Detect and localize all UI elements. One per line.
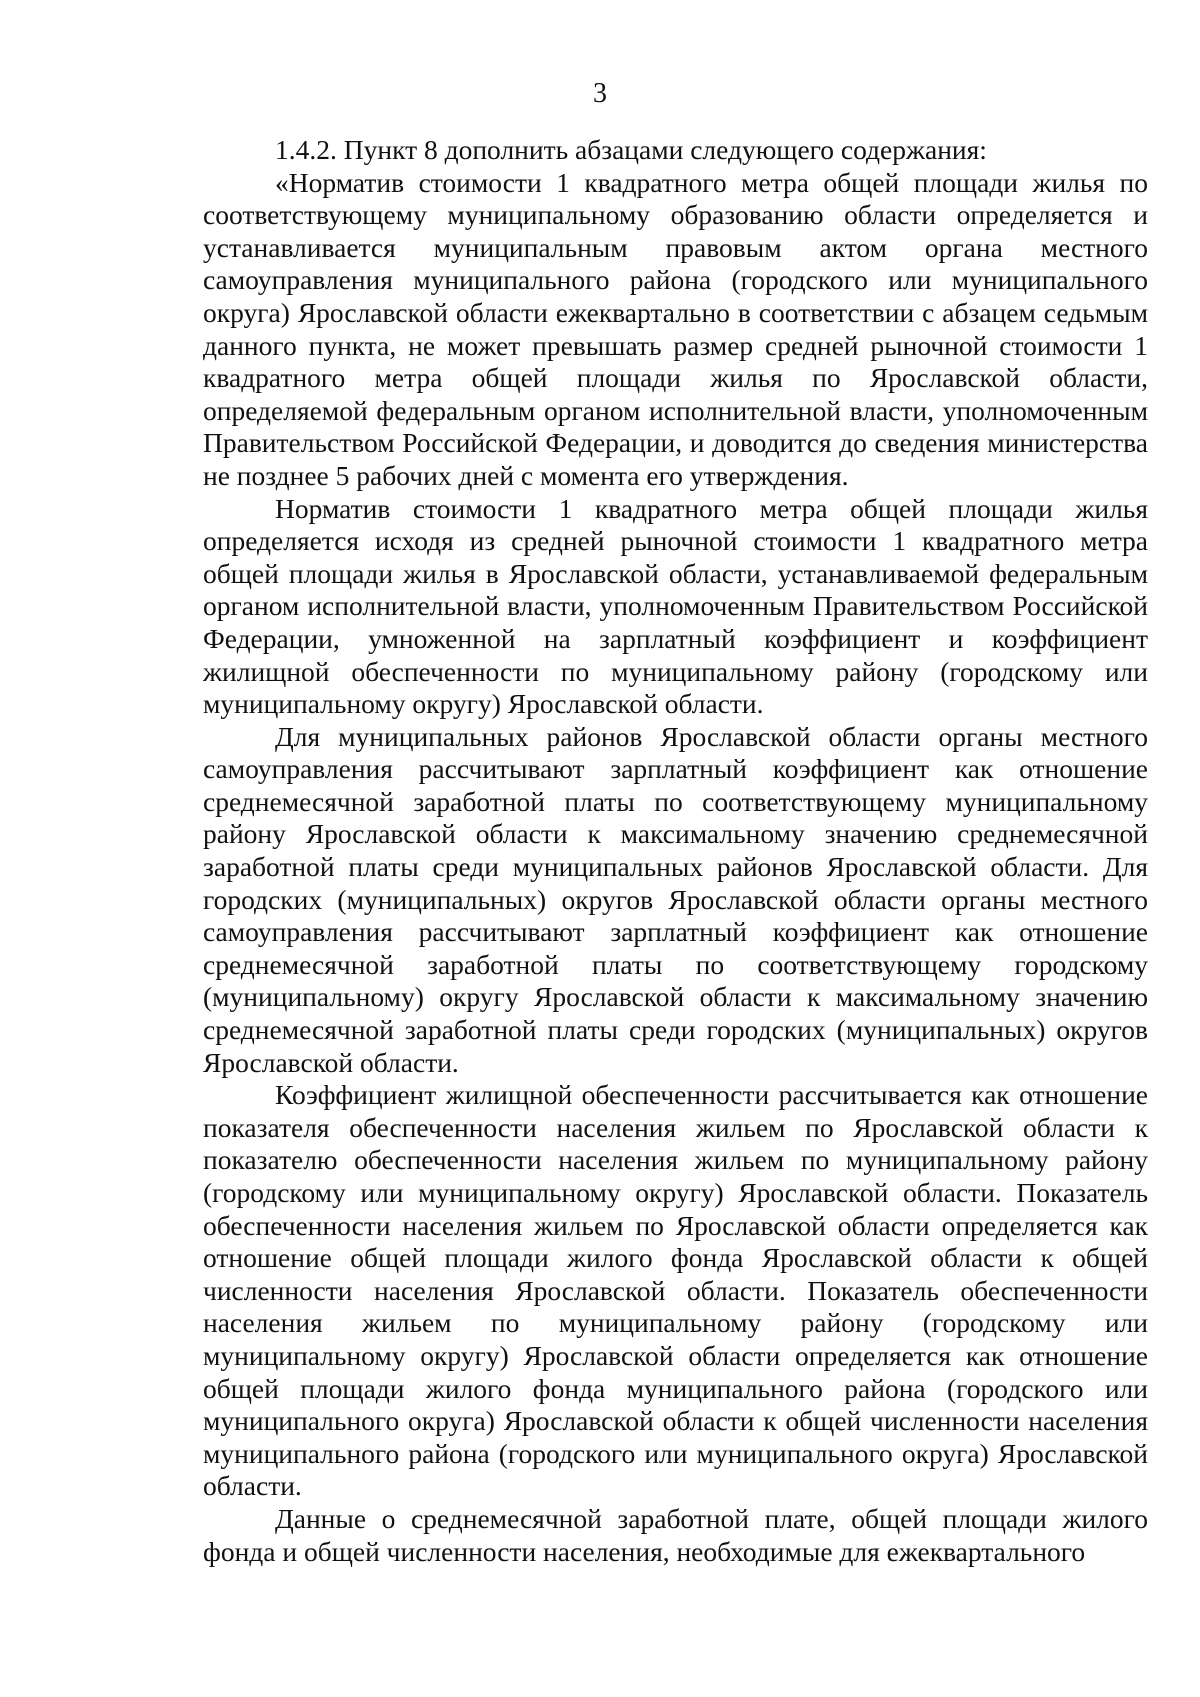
paragraph-clause-1-4-2: 1.4.2. Пункт 8 дополнить абзацами следующего содержания: [275, 134, 987, 165]
paragraph-data-sources: Данные о среднемесячной заработной плате, общей площади жилого фонда и общей численности населения, необходимые для ежеквартального [203, 1502, 1148, 1567]
document-body [203, 134, 1148, 1568]
paragraph-salary-coefficient: Для муниципальных районов Ярославской области органы местного самоуправления рассчитывают зарплатный коэффициент как отношение среднемесячной заработной платы по соответствующему муниципальному району Ярославской области к максимальному значению среднемесячной заработной платы среди муниципальных районов Ярославской области. Для городских (муниципальных) округов Ярославской области органы местного самоуправления рассчитывают зарплатный коэффициент как отношение среднемесячной заработной платы по соответствующему городскому (муниципальному) округу Ярославской области к максимальному значению среднемесячной заработной платы среди городских (муниципальных) округов Ярославской области. [203, 720, 1148, 1078]
paragraph-norm-calculation: Норматив стоимости 1 квадратного метра общей площади жилья определяется исходя из средней рыночной стоимости 1 квадратного метра общей площади жилья в Ярославской области, устанавливаемой федеральным органом исполнительной власти, уполномоченным Правительством Российской Федерации, умноженной на зарплатный коэффициент и коэффициент жилищной обеспеченности по муниципальному району (городскому или муниципальному округу) Ярославской области. [203, 492, 1148, 720]
paragraph-housing-coefficient: Коэффициент жилищной обеспеченности рассчитывается как отношение показателя обеспеченности населения жильем по Ярославской области к показателю обеспеченности населения жильем по муниципальному району (городскому или муниципальному округу) Ярославской области. Показатель обеспеченности населения жильем по Ярославской области определяется как отношение общей площади жилого фонда Ярославской области к общей численности населения Ярославской области. Показатель обеспеченности населения жильем по муниципальному району (городскому или муниципальному округу) Ярославской области определяется как отношение общей площади жилого фонда муниципального района (городского или муниципального округа) Ярославской области к общей численности населения муниципального района (городского или муниципального округа) Ярославской области. [203, 1079, 1148, 1502]
page-number: 3 [593, 78, 607, 109]
paragraph-norm-definition: «Норматив стоимости 1 квадратного метра общей площади жилья по соответствующему муниципальному образованию области определяется и устанавливается муниципальным правовым актом органа местного самоуправления муниципального района (городского или муниципального округа) Ярославской области ежеквартально в соответствии с абзацем седьмым данного пункта, не может превышать размер средней рыночной стоимости 1 квадратного метра общей площади жилья по Ярославской области, определяемой федеральным органом исполнительной власти, уполномоченным Правительством Российской Федерации, и доводится до сведения министерства не позднее 5 рабочих дней с момента его утверждения. [203, 166, 1148, 491]
